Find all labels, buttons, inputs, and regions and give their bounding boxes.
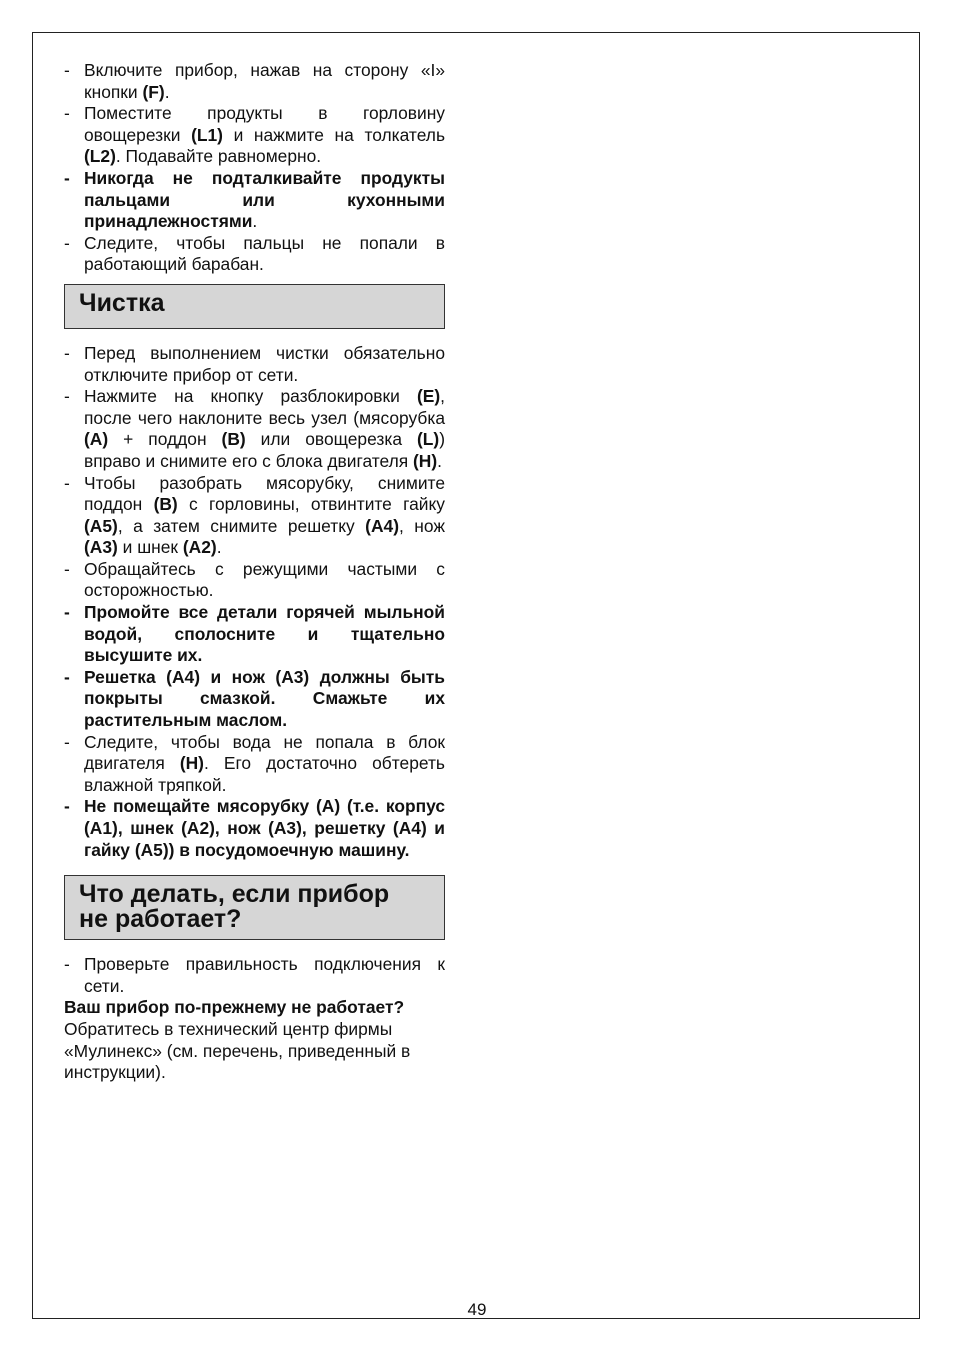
section-title-line: Что делать, если прибор [79, 880, 390, 909]
list-item: - Проверьте правильность подключения к сети. [64, 954, 445, 996]
list-item: - Чтобы разобрать мясорубку, снимите поддон (B) с горловины, отвинтите гайку (A5), а затем снимите решетку (A4), нож (A3) и шнек (A2). [64, 472, 445, 558]
text-column [64, 60, 445, 1084]
closing-question: Ваш прибор по-прежнему не работает? [64, 997, 405, 1018]
list-item: - Никогда не подталкивайте продукты пальцами или кухонными принадлежностями. [64, 167, 445, 232]
section-title-troubleshooting [64, 875, 445, 940]
list-item: - Решетка (A4) и нож (A3) должны быть покрыты смазкой. Смажьте их растительным маслом. [64, 666, 445, 731]
list-item: - Поместите продукты в горловину овощерезки (L1) и нажмите на толкатель (L2). Подавайте равномерно. [64, 103, 445, 167]
page-number: 49 [467, 1300, 487, 1319]
list-item: - Следите, чтобы пальцы не попали в работающий барабан. [64, 232, 445, 275]
section-title-line: не работает? [79, 905, 242, 934]
list-item: - Обращайтесь с режущими частыми с осторожностью. [64, 558, 445, 601]
list-item: - Включите прибор, нажав на сторону «I» кнопки (F). [64, 60, 445, 102]
list-item: - Перед выполнением чистки обязательно отключите прибор от сети. [64, 342, 445, 385]
section-title-cleaning: Чистка [64, 284, 445, 329]
closing-text: Обратитесь в технический центр фирмы «Мулинекс» (см. перечень, приведенный в инструкции). [64, 1018, 411, 1083]
usage-list [64, 60, 445, 276]
troubleshooting-list [64, 954, 445, 997]
list-item: - Промойте все детали горячей мыльной водой, сполосните и тщательно высушите их. [64, 602, 445, 666]
list-item: - Не помещайте мясорубку (A) (т.е. корпус (A1), шнек (A2), нож (A3), решетку (A4) и гайку (A5)) в посудомоечную машину. [64, 796, 445, 860]
list-item: - Нажмите на кнопку разблокировки (E), после чего наклоните весь узел (мясорубка (A) + поддон (B) или овощерезка (L)) вправо и снимите его с блока двигателя (H). [64, 386, 445, 471]
list-item: - Следите, чтобы вода не попала в блок двигателя (H). Его достаточно обтереть влажной тряпкой. [64, 731, 445, 795]
cleaning-list [64, 343, 445, 861]
